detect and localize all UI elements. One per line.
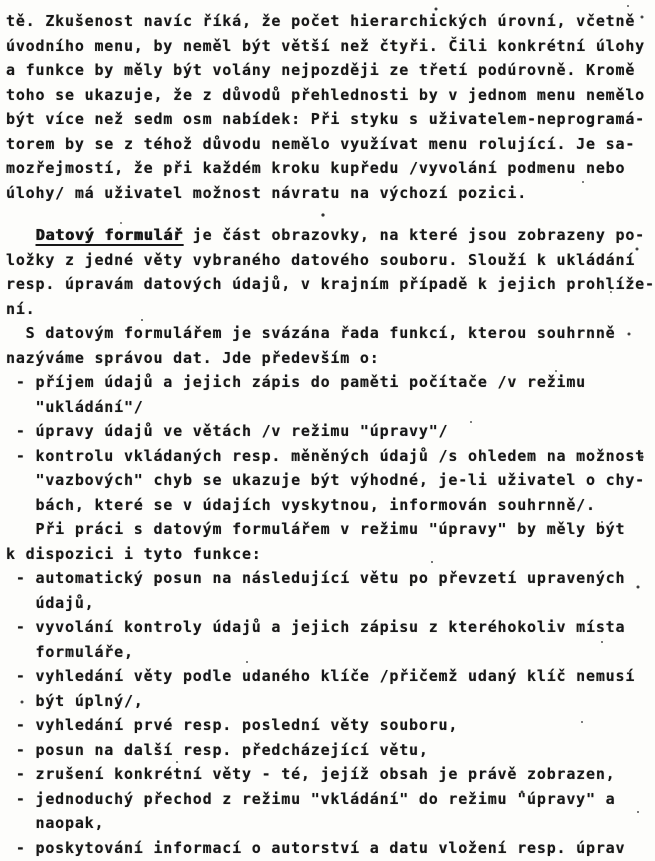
- typewritten-text-block: [6, 9, 655, 860]
- text-line: - jednoduchý přechod z režimu "vkládání" do režimu "úpravy" a: [6, 789, 616, 808]
- text-line: formuláře,: [6, 642, 134, 661]
- text-line: mozřejmostí, že při každém kroku kupředu /vyvolání podmenu nebo: [6, 159, 626, 177]
- text-line: úlohy/ má uživatel možnost návratu na výchozí pozici.: [6, 183, 528, 202]
- text-line: - poskytování informací o autorství a datu vložení resp. úprav: [6, 838, 626, 857]
- text-line: k dispozici i tyto funkce:: [6, 544, 262, 563]
- text-line: úvodního menu, by neměl být větší než čtyři. Čili konkrétní úlohy: [6, 36, 645, 55]
- text-line: - vyhledání věty podle udaného klíče /přičemž udaný klíč nemusí: [6, 667, 636, 685]
- text-line: tě. Zkušenost navíc říká, že počet hierarchických úrovní, včetně: [6, 12, 636, 30]
- text-line: toho se ukazuje, že z důvodů přehlednosti by v jednom menu nemělo: [6, 85, 645, 104]
- text-line: ložky z jedné věty vybraného datového souboru. Slouží k ukládání: [6, 250, 636, 269]
- text-line: být úplný/,: [6, 691, 144, 710]
- text-line: - posun na další resp. předcházející větu,: [6, 740, 429, 759]
- text-line: - automatický posun na následující větu po převzetí upravených: [6, 569, 626, 587]
- text-line: torem by se z téhož důvodu nemělo využívat menu rolující. Je sa-: [6, 134, 636, 153]
- text-line: - příjem údajů a jejich zápis do paměti počítače /v režimu: [6, 373, 587, 391]
- text-line: - úpravy údajů ve větách /v režimu "úpravy"/: [6, 422, 449, 440]
- text-line: údajů,: [6, 593, 95, 612]
- text-line: nazýváme správou dat. Jde především o:: [6, 348, 380, 367]
- text-line: resp. úpravám datových údajů, v krajním případě k jejich prohlíže-: [6, 275, 655, 293]
- text-line: a funkce by měly být volány nejpozději ze třetí podúrovně. Kromě: [6, 61, 636, 79]
- text-line: - zrušení konkrétní věty - té, jejíž obsah je právě zobrazen,: [6, 765, 616, 783]
- text-line: "vazbových" chyb se ukazuje být výhodné, je-li uživatel o chy-: [6, 471, 645, 489]
- text-segment: je část obrazovky, na které jsou zobrazeny po-: [182, 226, 646, 244]
- text-line: naopak,: [6, 814, 105, 832]
- text-line: bách, které se v údajích vyskytnou, informován souhrnně/.: [6, 495, 596, 514]
- text-line: - kontrolu vkládaných resp. měněných údajů /s ohledem na možnost: [6, 446, 645, 465]
- text-segment: [6, 226, 36, 244]
- scan-noise: [0, 0, 2, 2]
- text-line: - vyhledání prvé resp. poslední věty souboru,: [6, 716, 459, 734]
- text-line: [6, 223, 655, 248]
- text-line: Při práci s datovým formulářem v režimu "úpravy" by měly být: [6, 520, 626, 538]
- text-line: být více než sedm osm nabídek: Při styku s uživatelem-neprogramá-: [6, 110, 645, 128]
- text-line: S datovým formulářem je svázána řada funkcí, kterou souhrnně: [6, 324, 616, 342]
- underlined-heading: Datový formulář: [35, 226, 183, 244]
- text-line: ní.: [6, 299, 36, 318]
- text-line: - vyvolání kontroly údajů a jejich zápisu z kteréhokoliv místa: [6, 618, 626, 636]
- text-line: "ukládání"/: [6, 397, 144, 416]
